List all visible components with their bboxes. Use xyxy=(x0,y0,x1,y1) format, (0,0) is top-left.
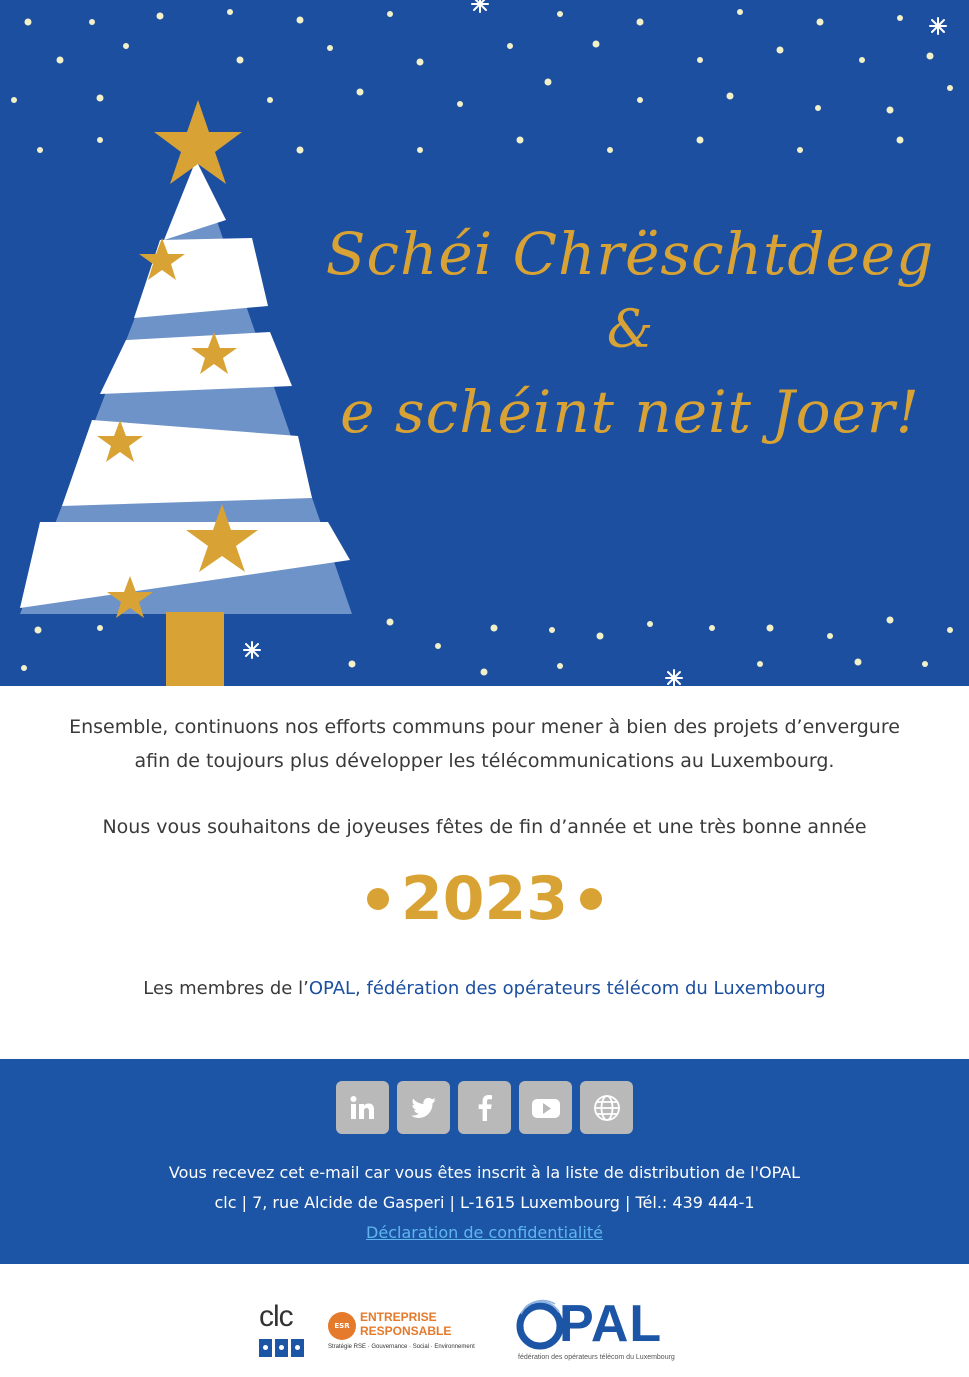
website-globe-icon[interactable] xyxy=(580,1081,633,1134)
members-signature xyxy=(0,972,969,1006)
social-links xyxy=(0,1059,969,1134)
message-line-1: Ensemble, continuons nos efforts communs pour mener à bien des projets d’envergure xyxy=(69,716,900,738)
entreprise-responsable-logo[interactable] xyxy=(328,1308,475,1358)
logos-bar xyxy=(0,1264,969,1377)
footer-address: clc | 7, rue Alcide de Gasperi | L-1615 Luxembourg | Tél.: 439 444-1 xyxy=(214,1193,755,1212)
members-prefix: Les membres de l’ xyxy=(143,978,309,999)
message-line-3: Nous vous souhaitons de joyeuses fêtes de fin d’année et une très bonne année xyxy=(102,816,867,838)
message-line-2: afin de toujours plus développer les télécommunications au Luxembourg. xyxy=(134,750,835,772)
opal-ring-icon xyxy=(515,1298,565,1354)
opal-logo-subtitle: fédération des opérateurs télécom du Luxembourg xyxy=(518,1354,675,1361)
privacy-policy-link[interactable]: Déclaration de confidentialité xyxy=(366,1223,603,1242)
greeting-line-3: e schéint neit Joer! xyxy=(340,378,920,446)
gold-dot-right xyxy=(580,888,602,910)
esr-title-line-2: RESPONSABLE xyxy=(360,1324,452,1338)
greeting-line-1: Schéi Chrëschtdeeg xyxy=(325,220,935,288)
opal-federation-link[interactable]: OPAL, fédération des opérateurs télécom du Luxembourg xyxy=(308,978,826,999)
twitter-icon[interactable] xyxy=(397,1081,450,1134)
opal-logo-text: PAL xyxy=(559,1295,663,1353)
esr-subtitle: Stratégie RSE · Gouvernance · Social · Environnement xyxy=(328,1344,475,1350)
clc-logo[interactable] xyxy=(259,1301,305,1359)
gold-dot-left xyxy=(367,888,389,910)
greeting-text xyxy=(320,210,940,462)
esr-badge: ESR xyxy=(328,1312,356,1340)
youtube-icon[interactable] xyxy=(519,1081,572,1134)
footer-subscription-notice: Vous recevez cet e-mail car vous êtes inscrit à la liste de distribution de l'OPAL xyxy=(168,1163,801,1182)
opal-logo[interactable] xyxy=(515,1295,715,1368)
year-text: 2023 xyxy=(401,864,568,934)
message-section xyxy=(0,686,969,1059)
email-footer xyxy=(0,1059,969,1264)
clc-logo-blocks xyxy=(259,1339,305,1357)
clc-logo-text: clc xyxy=(259,1300,293,1333)
year-banner xyxy=(0,864,969,934)
greeting-line-2: & xyxy=(606,300,654,360)
linkedin-icon[interactable] xyxy=(336,1081,389,1134)
facebook-icon[interactable] xyxy=(458,1081,511,1134)
esr-title xyxy=(360,1310,451,1338)
christmas-banner xyxy=(0,0,969,686)
esr-title-line-1: ENTREPRISE xyxy=(360,1310,437,1324)
